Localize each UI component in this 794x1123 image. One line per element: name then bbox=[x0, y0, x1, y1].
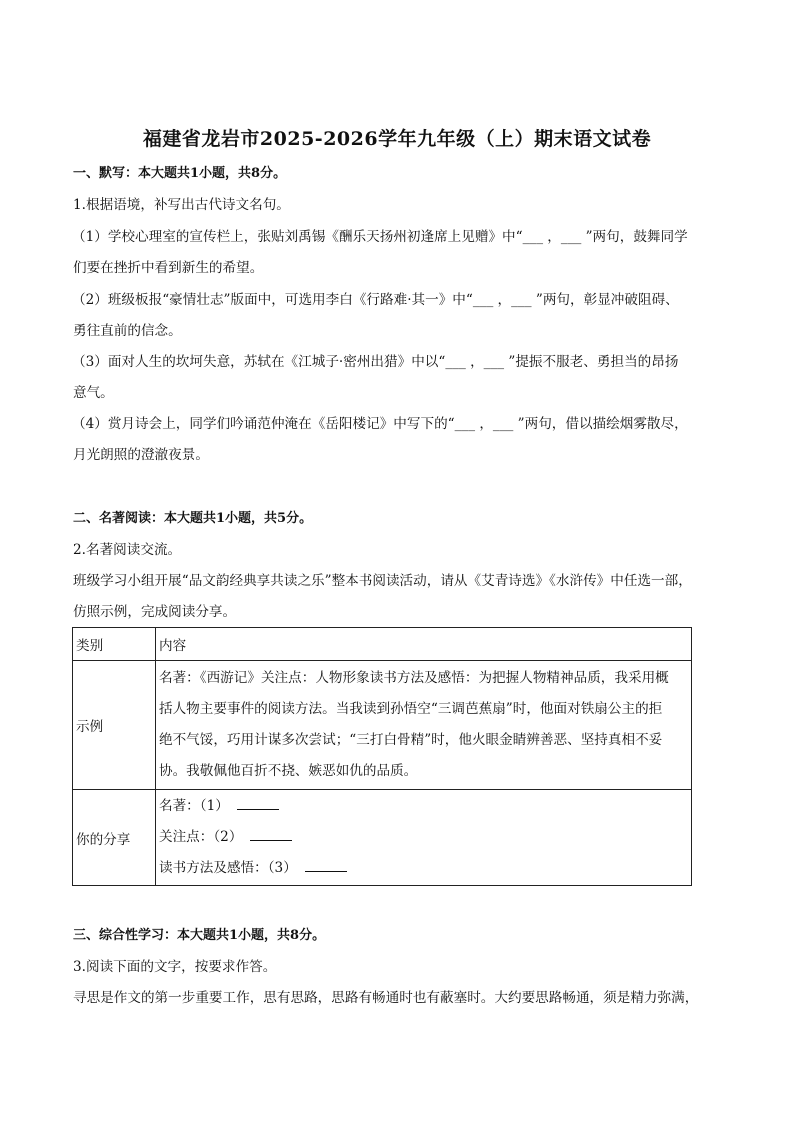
table-row-example bbox=[73, 661, 692, 790]
q1-item1-line2: 们要在挫折中看到新生的希望。 bbox=[73, 260, 264, 276]
share-line-focus bbox=[159, 822, 688, 853]
q1-item1-line1: （1）学校心理室的宣传栏上，张贴刘禹锡《酬乐天扬州初逢席上见赠》中“___ ，___ ”两句，鼓舞同学 bbox=[72, 229, 688, 245]
q1-item4-line1: （4）赏月诗会上，同学们吟诵范仲淹在《岳阳楼记》中写下的“___ ，___ ”两句，借以描绘烟雾散尽， bbox=[72, 416, 688, 432]
example-line: 括人物主要事件的阅读方法。当我读到孙悟空“三调芭蕉扇”时，他面对铁扇公主的拒 bbox=[159, 701, 663, 717]
q1-item3-line1: （3）面对人生的坎坷失意，苏轼在《江城子·密州出猎》中以“___ ，___ ”提振不服老、勇担当的昂扬 bbox=[72, 354, 679, 370]
share-line-book bbox=[159, 791, 688, 822]
example-line: 协。我敬佩他百折不挠、嫉恶如仇的品质。 bbox=[159, 763, 418, 779]
q2-intro-line1: 班级学习小组开展“品文韵经典享共读之乐”整本书阅读活动，请从《艾青诗选》《水浒传》中任选一部， bbox=[73, 573, 692, 589]
share-line-focus-label: 关注点：（2） bbox=[159, 829, 243, 845]
section3-heading: 三、综合性学习：本大题共1小题，共8分。 bbox=[73, 928, 326, 943]
q2-intro-line2: 仿照示例，完成阅读分享。 bbox=[73, 604, 237, 620]
answer-blank-1[interactable] bbox=[237, 795, 279, 810]
example-line: 名著：《西游记》关注点：人物形象读书方法及感悟：为把握人物精神品质，我采用概 bbox=[159, 670, 669, 686]
share-content bbox=[156, 790, 692, 886]
table-header-row bbox=[73, 628, 692, 661]
section1-heading: 一、默写：本大题共1小题，共8分。 bbox=[73, 166, 287, 181]
share-line-method bbox=[159, 853, 688, 884]
answer-blank-2[interactable] bbox=[250, 826, 292, 841]
section2-heading: 二、名著阅读：本大题共1小题，共5分。 bbox=[73, 511, 313, 526]
reading-share-table bbox=[72, 627, 692, 886]
share-line-book-label: 名著：（1） bbox=[159, 798, 229, 814]
share-line-method-label: 读书方法及感悟：（3） bbox=[159, 860, 297, 876]
table-row-your-share bbox=[73, 790, 692, 886]
q1-item2-line1: （2）班级板报“豪情壮志”版面中，可选用李白《行路难·其一》中“___ ，___ ”两句，彰显冲破阻碍、 bbox=[72, 292, 679, 308]
answer-blank-3[interactable] bbox=[305, 857, 347, 872]
example-line: 绝不气馁，巧用计谋多次尝试；“三打白骨精”时，他火眼金睛辨善恶、坚持真相不妥 bbox=[159, 732, 663, 748]
share-label: 你的分享 bbox=[73, 790, 156, 886]
q1-item3-line2: 意气。 bbox=[73, 385, 114, 401]
question3-prompt: 3.阅读下面的文字，按要求作答。 bbox=[73, 959, 277, 975]
page-title: 福建省龙岩市2025-2026学年九年级（上）期末语文试卷 bbox=[142, 128, 652, 150]
header-content: 内容 bbox=[156, 628, 692, 661]
example-label: 示例 bbox=[73, 661, 156, 790]
example-content bbox=[156, 661, 692, 790]
q1-item4-line2: 月光朗照的澄澈夜景。 bbox=[73, 447, 209, 463]
q1-item2-line2: 勇往直前的信念。 bbox=[73, 323, 182, 339]
question2-prompt: 2.名著阅读交流。 bbox=[73, 542, 182, 558]
header-category: 类别 bbox=[73, 628, 156, 661]
q3-paragraph: 寻思是作文的第一步重要工作，思有思路，思路有畅通时也有蔽塞时。大约要思路畅通，须是精力弥满， bbox=[73, 990, 699, 1006]
question1-prompt: 1.根据语境，补写出古代诗文名句。 bbox=[73, 197, 290, 213]
